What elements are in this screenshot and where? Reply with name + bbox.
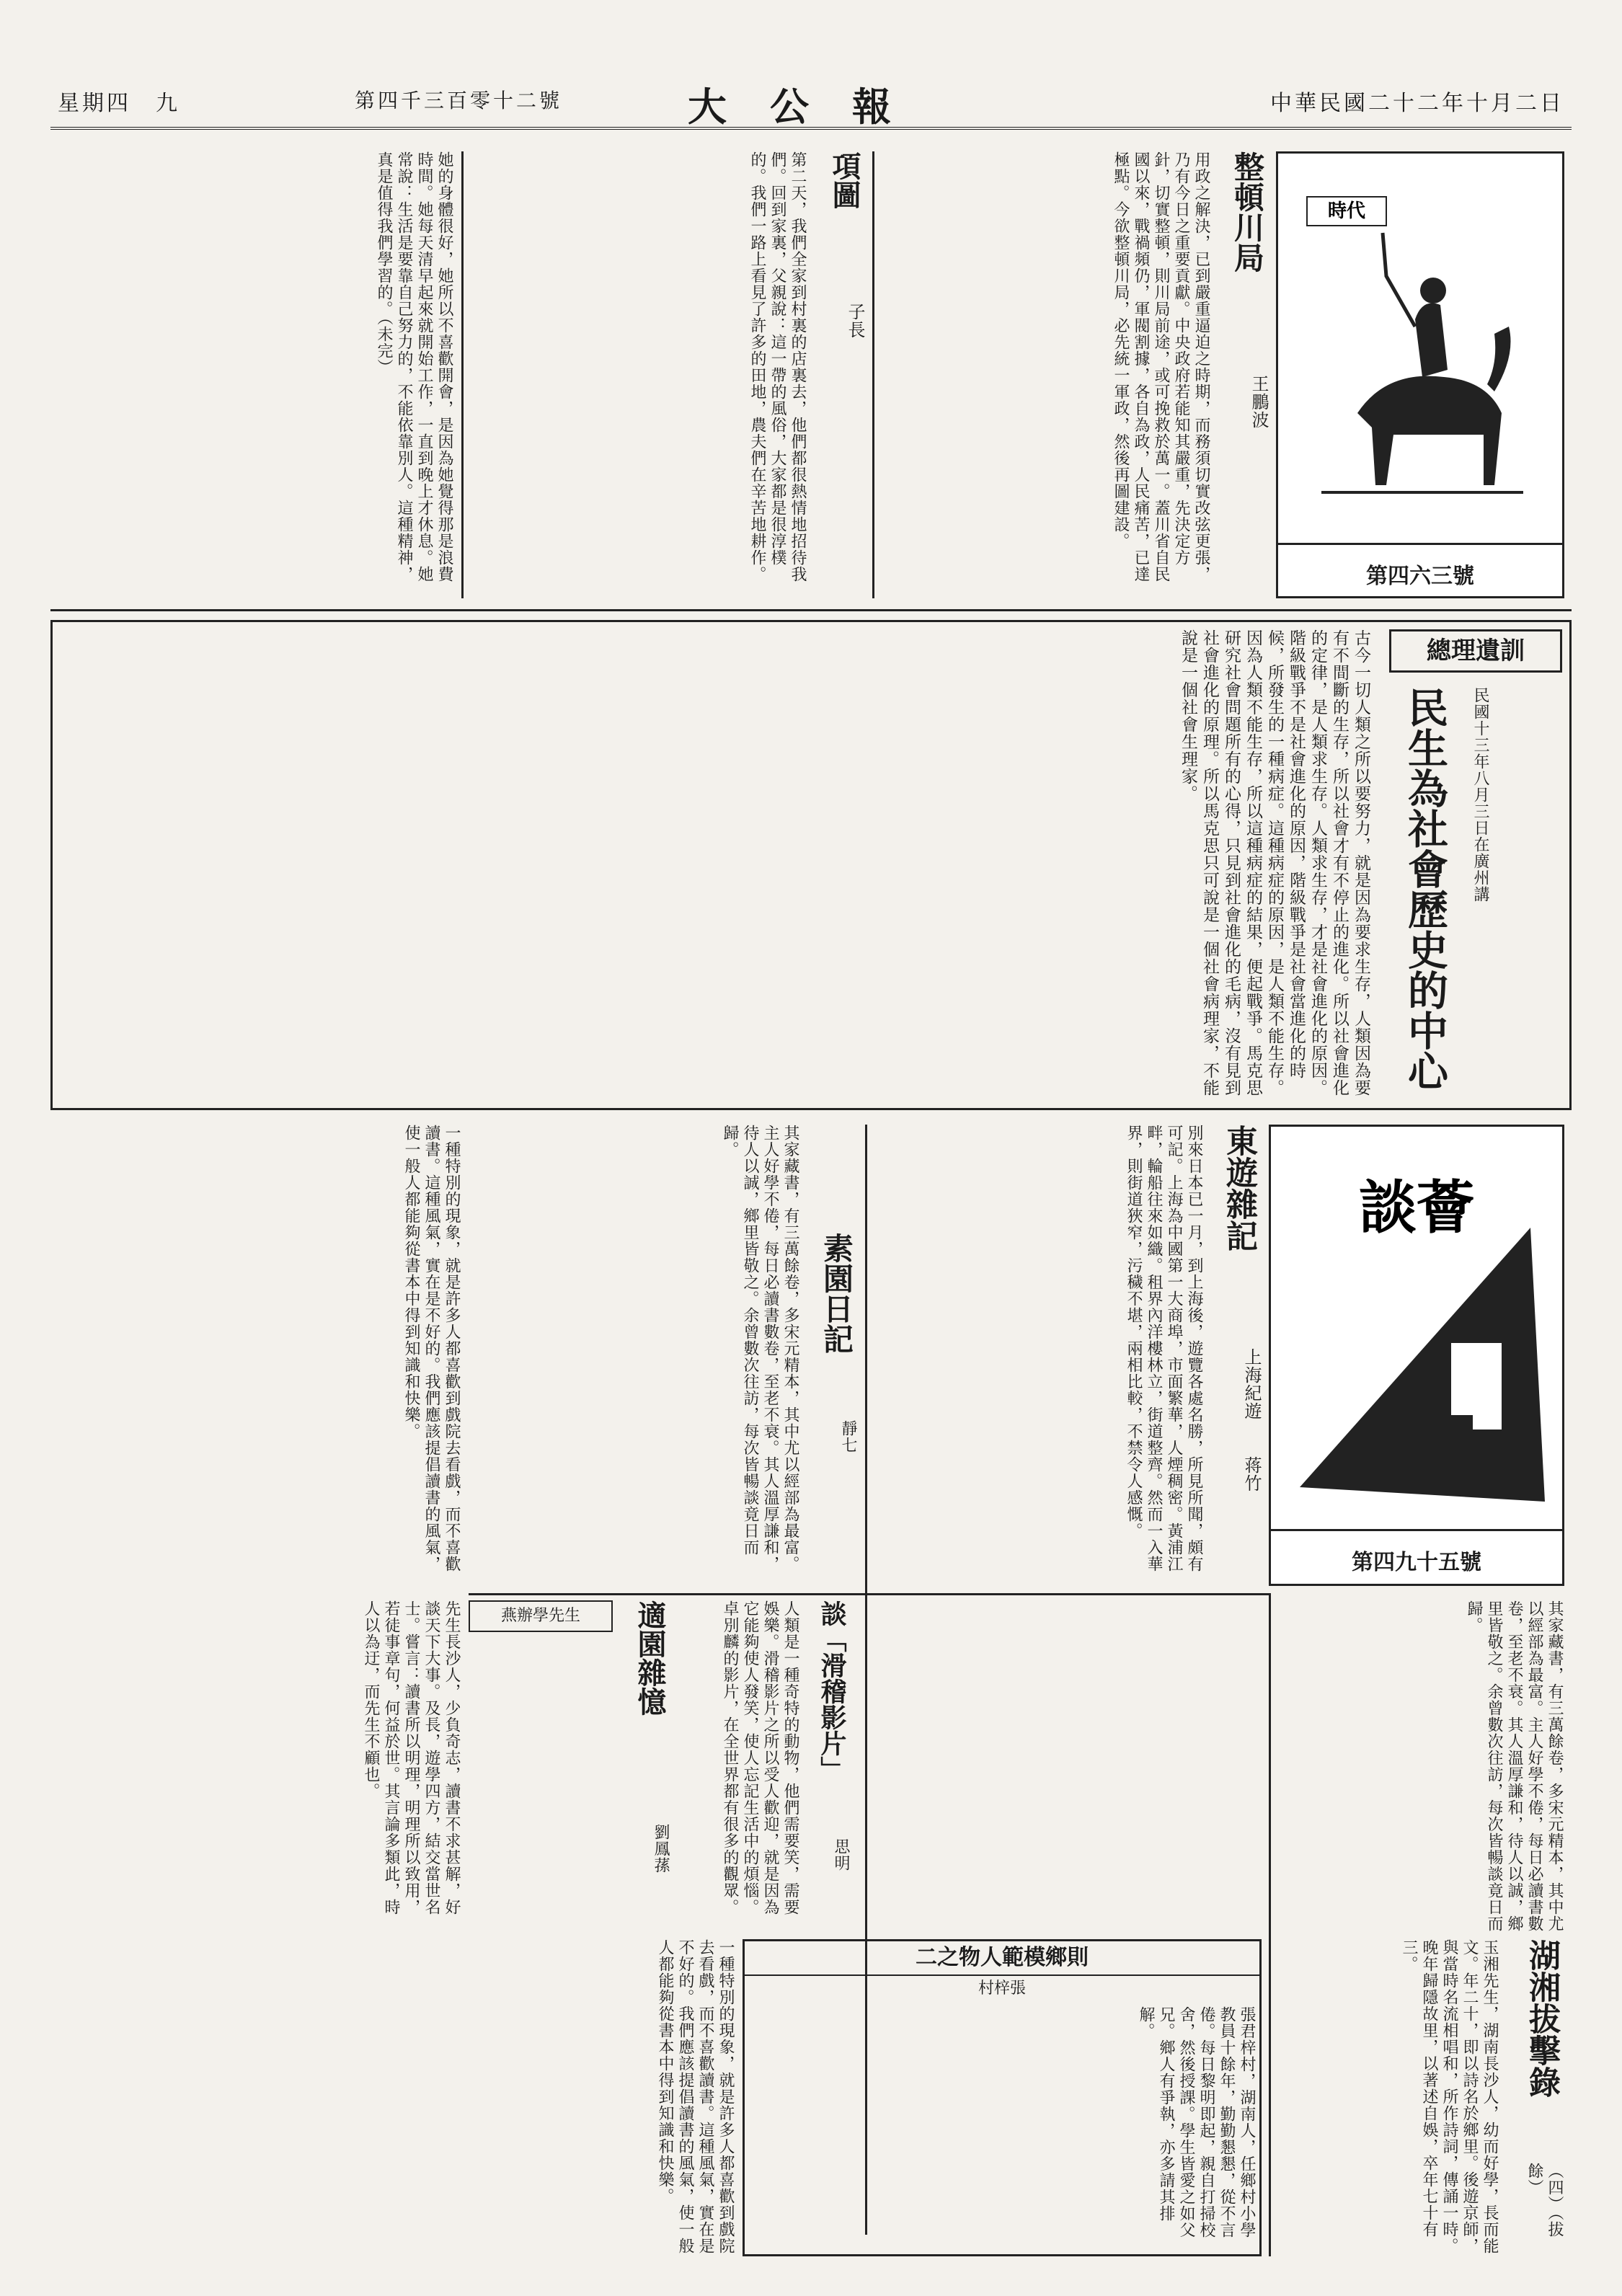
teaching-subhead: 民國十三年八月三日在廣州講 — [1471, 687, 1489, 903]
column-divider — [461, 151, 464, 598]
hunan-body: 玉湘先生，湖南長沙人，幼而好學，長而能文。年二十，即以詩名於鄉里。後遊京師，與當時名流相唱和，所作詩詞，傳誦一時。晚年歸隱故里，以著述自娛，卒年七十有三。 — [1400, 1939, 1499, 2254]
weekday-page: 星期四 九 — [58, 91, 180, 116]
memoir-body: 先生長沙人，少負奇志，讀書不求甚解，好談天下大事。及長，遊學四方，結交當世名士。嘗言：讀書所以明理，明理所以致用，若徒事章句，何益於世。其言論多類此，時人以為迂，而先生不顧也。 — [362, 1600, 461, 1915]
cartoon-box — [1276, 151, 1564, 598]
diary-body: 其家藏書，有三萬餘卷，多宋元精本，其中尤以經部為最富。主人好學不倦，每日必讀書數卷，至老不衰。其人溫厚謙和，待人以誠，鄉里皆敬之。余曾數次往訪，每次皆暢談竟日而歸。 — [721, 1125, 799, 1572]
memoir-author: 劉鳳蓀 — [652, 1824, 670, 1874]
diary-author: 靜七 — [839, 1420, 857, 1453]
film-author: 思明 — [832, 1838, 850, 1871]
article-author: 王鵬波 — [1249, 375, 1269, 429]
newspaper-page — [50, 72, 1572, 2256]
hunan-heading: 湖湘拔擊錄 — [1523, 1939, 1560, 2098]
feature-sub: 村梓張 — [978, 1980, 1026, 1998]
issue-line: 第四千三百零十二號 — [355, 89, 563, 112]
column-banner-issue: 第四九十五號 — [1271, 1529, 1562, 1584]
section-divider — [469, 1593, 1269, 1595]
column-divider — [872, 151, 874, 598]
lower-left-body: 一種特別的現象，就是許多人都喜歡到戲院去看戲，而不喜歡讀書。這種風氣，實在是不好的。我們應該提倡讀書的風氣，使一般人都能夠從書本中得到知識和快樂。 — [656, 1939, 735, 2254]
column3-body: 她的身體很好，她所以不喜歡開會，是因為她覺得那是浪費時間。她每天清早起來就開始工作，一直到晚上才休息。她常說：生活是要靠自己努力的，不能依靠別人。這種精神，真是值得我們學習的。（未完） — [375, 151, 453, 582]
svg-text:時代: 時代 — [1327, 200, 1366, 222]
column2-heading: 項圖 — [828, 151, 861, 209]
travel-heading: 東遊雜記 — [1220, 1125, 1257, 1251]
column-divider — [1269, 1593, 1271, 2256]
diary-heading: 素園日記 — [819, 1233, 854, 1354]
article-body: 用政之解決，已到嚴重逼迫之時期，而務須切實改弦更張，乃有今日之重要貢獻。中央政府若能知其嚴重，先決定方針，切實整頓，則川局前途，或可挽救於萬一。蓋川省自民國以來，戰禍頻仍，軍閥割據，各自為政，人民痛苦，已達極點。今欲整頓川局，必先統一軍政，然後再圖建設。 — [1112, 151, 1210, 582]
article-heading: 整頓川局 — [1230, 151, 1265, 272]
svg-text:談薈: 談薈 — [1359, 1174, 1474, 1241]
hunan-sub: （四）（拔餘） — [1525, 2163, 1564, 2238]
film-heading: 談「滑稽影片」 — [817, 1600, 847, 1782]
film-body: 人類是一種奇特的動物，他們需要笑，需要娛樂。滑稽影片之所以受人歡迎，就是因為它能夠使人發笑，使人忘記生活中的煩惱。卓別麟的影片，在全世界都有很多的觀眾。 — [721, 1600, 799, 1915]
masthead — [50, 72, 1572, 130]
teaching-headline: 民生為社會歷史的中心 — [1401, 687, 1449, 1091]
writer-silhouette-icon — [1271, 1127, 1562, 1530]
cartoon-caption: 第四六三號 — [1278, 543, 1562, 596]
misc-body: 一種特別的現象，就是許多人都喜歡到戲院去看戲，而不喜歡讀書。這種風氣，實在是不好的。我們應該提倡讀書的風氣，使一般人都能夠從書本中得到知識和快樂。 — [402, 1125, 461, 1572]
memoir-sidebar: 燕辦學先生 — [469, 1600, 613, 1632]
paper-name: 大公報 — [688, 84, 934, 130]
date-line: 中華民國二十二年十月二日 — [1270, 91, 1564, 116]
feature-box — [743, 1939, 1262, 2256]
column2-author: 子長 — [845, 303, 865, 339]
column2-body: 第二天，我們全家到村裏的店裏去，他們都很熱情地招待我們。回到家裏，父親說：這一帶的風俗，大家都是很淳樸的。我們一路上看見了許多的田地，農夫們在辛苦地耕作。 — [748, 151, 807, 582]
travel-author: 蒋竹 — [1241, 1456, 1262, 1492]
feature-body: 張君梓村，湖南人，任鄉村小學教員十餘年，勤勤懇懇，從不言倦。每日黎明即起，親自打掃校舍，然後授課。學生皆愛之如父兄。鄉人有爭執，亦多請其排解。 — [1137, 2006, 1256, 2238]
lower-right-body: 其家藏書，有三萬餘卷，多宋元精本，其中尤以經部為最富。主人好學不倦，每日必讀書數卷，至老不衰。其人溫厚謙和，待人以誠，鄉里皆敬之。余曾數次往訪，每次皆暢談竟日而歸。 — [1465, 1600, 1564, 1932]
column-banner-box — [1269, 1125, 1564, 1586]
sun-yat-sen-teaching-box — [50, 620, 1572, 1110]
feature-heading: 二之物人範模鄉則 — [745, 1941, 1259, 1976]
teaching-banner: 總理遺訓 — [1389, 629, 1562, 673]
horse-rider-cartoon-icon — [1278, 154, 1562, 543]
travel-body: 別來日本已一月，到上海後，遊覽各處名勝，所見所聞，頗有可記。上海為中國第一大商埠，市面繁華，人煙稠密。黃浦江畔，輪船往來如織。租界內洋樓林立，街道整齊。然而一入華界，則街道狹窄，污穢不堪，兩相比較，不禁令人感慨。 — [1125, 1125, 1203, 1572]
teaching-body: 古今一切人類之所以要努力，就是因為要求生存，人類因為要有不間斷的生存，所以社會才有不停止的進化。所以社會進化的定律，是人類求生存。人類求生存，才是社會進化的原因。階級戰爭不是社會進化的原因，階級戰爭是社會當進化的時候，所發生的一種病症。這種病症的原因，是人類不能生存。因為人類不能生存，所以這種病症的結果，便起戰爭。馬克思研究社會問題所有的心得，只見到社會進化的毛病，沒有見到社會進化的原理。所以馬克思只可說是一個社會病理家，不能說是一個社會生理家。 — [1179, 629, 1370, 1096]
memoir-heading: 適園雜憶 — [633, 1600, 667, 1716]
travel-place: 上海紀遊 — [1241, 1348, 1262, 1420]
section-divider — [50, 609, 1572, 611]
